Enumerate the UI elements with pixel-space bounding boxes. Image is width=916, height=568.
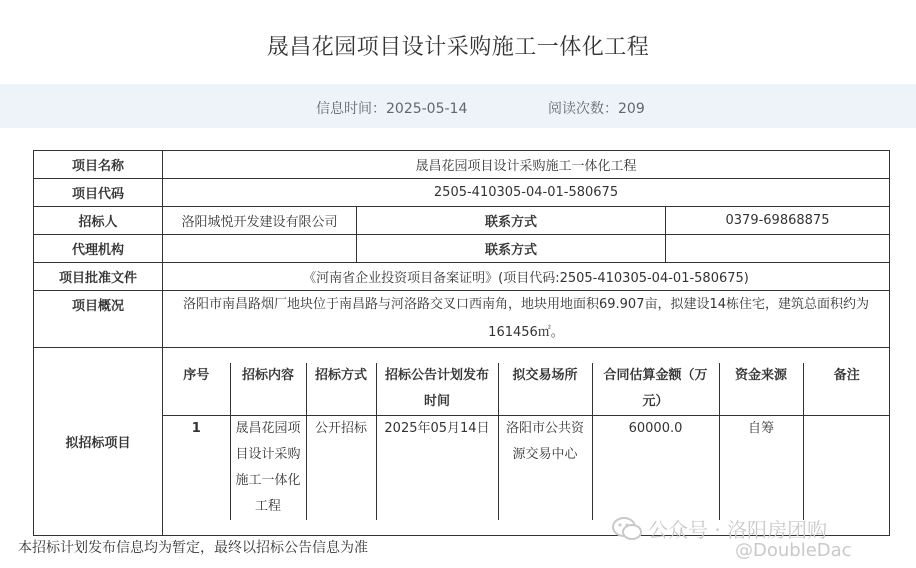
cell-fund: 自筹 xyxy=(719,416,803,521)
cell-remark xyxy=(803,416,890,521)
label-project-code: 项目代码 xyxy=(34,179,163,207)
wechat-watermark-text: 公众号 · 洛阳房团购 xyxy=(648,518,828,542)
label-planned: 拟招标项目 xyxy=(34,348,163,536)
table-row xyxy=(163,416,890,521)
header-amount: 合同估算金额（万元） xyxy=(592,363,719,416)
header-seq: 序号 xyxy=(163,363,230,416)
label-tenderer: 招标人 xyxy=(34,207,163,235)
header-plan-time: 招标公告计划发布时间 xyxy=(376,363,498,416)
row-tenderer xyxy=(34,207,890,235)
header-method: 招标方式 xyxy=(306,363,376,416)
row-project-code xyxy=(34,179,890,207)
row-agency xyxy=(34,235,890,263)
row-overview xyxy=(34,291,890,348)
value-agency xyxy=(163,235,357,263)
read-count: 阅读次数：209 xyxy=(548,101,645,117)
planned-header-row xyxy=(163,363,890,416)
footnote: 本招标计划发布信息均为暂定，最终以招标公告信息为准 xyxy=(18,540,368,556)
header-content: 招标内容 xyxy=(230,363,306,416)
weibo-watermark: @DoubleDac xyxy=(735,540,852,561)
value-project-code: 2505-410305-04-01-580675 xyxy=(163,179,890,207)
planned-cell xyxy=(163,348,890,536)
cell-seq: 1 xyxy=(163,416,230,521)
label-contact: 联系方式 xyxy=(357,207,666,235)
label-overview: 项目概况 xyxy=(34,291,163,348)
wechat-icon xyxy=(612,516,642,547)
info-time: 信息时间：2025-05-14 xyxy=(316,101,468,117)
row-approval xyxy=(34,263,890,291)
value-tenderer: 洛阳城悦开发建设有限公司 xyxy=(163,207,357,235)
value-overview: 洛阳市南昌路烟厂地块位于南昌路与河洛路交叉口西南角，地块用地面积69.907亩，拟建设14栋住宅，建筑总面积约为161456㎡。 xyxy=(163,291,890,348)
label-agency: 代理机构 xyxy=(34,235,163,263)
project-info-table xyxy=(33,150,890,536)
row-project-name xyxy=(34,151,890,179)
label-approval: 项目批准文件 xyxy=(34,263,163,291)
row-planned xyxy=(34,348,890,536)
label-agency-contact: 联系方式 xyxy=(357,235,666,263)
cell-method: 公开招标 xyxy=(306,416,376,521)
planned-items-table xyxy=(163,363,890,520)
cell-content: 晟昌花园项目设计采购施工一体化工程 xyxy=(230,416,306,521)
cell-venue: 洛阳市公共资源交易中心 xyxy=(498,416,592,521)
header-fund: 资金来源 xyxy=(719,363,803,416)
label-project-name: 项目名称 xyxy=(34,151,163,179)
value-contact: 0379-69868875 xyxy=(666,207,890,235)
cell-plan-time: 2025年05月14日 xyxy=(376,416,498,521)
meta-bar xyxy=(0,84,916,128)
cell-amount: 60000.0 xyxy=(592,416,719,521)
value-approval: 《河南省企业投资项目备案证明》(项目代码:2505-410305-04-01-580675) xyxy=(163,263,890,291)
value-agency-contact xyxy=(666,235,890,263)
header-venue: 拟交易场所 xyxy=(498,363,592,416)
page-title: 晟昌花园项目设计采购施工一体化工程 xyxy=(266,35,650,60)
value-project-name: 晟昌花园项目设计采购施工一体化工程 xyxy=(163,151,890,179)
header-remark: 备注 xyxy=(803,363,890,416)
